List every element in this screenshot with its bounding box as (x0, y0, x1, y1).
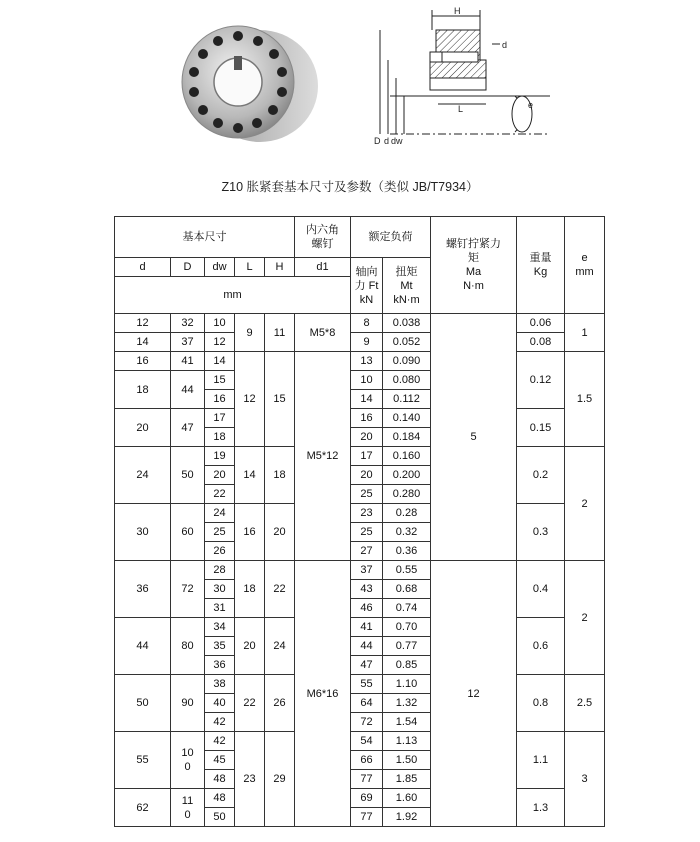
cell-torque: 0.160 (383, 447, 431, 466)
dim-label-e: e (528, 100, 534, 110)
cell-d: 16 (115, 352, 171, 371)
cell-dw: 22 (205, 485, 235, 504)
cell-axial-force: 47 (351, 656, 383, 675)
cell-torque: 0.184 (383, 428, 431, 447)
cell-axial-force: 44 (351, 637, 383, 656)
cell-torque: 1.85 (383, 770, 431, 789)
cell-e: 1 (565, 314, 605, 352)
header-e-title: e (581, 252, 588, 264)
cell-L: 16 (235, 504, 265, 561)
cell-dw: 48 (205, 770, 235, 789)
cell-weight: 0.6 (517, 618, 565, 675)
cell-L: 9 (235, 314, 265, 352)
cell-tighten-torque: 12 (431, 561, 517, 827)
table-row (115, 732, 605, 751)
cell-d: 50 (115, 675, 171, 732)
col-header-dw: dw (205, 258, 235, 277)
cell-d1: M5*12 (295, 352, 351, 561)
cell-torque: 0.85 (383, 656, 431, 675)
cell-torque: 0.77 (383, 637, 431, 656)
header-unit-mm: mm (115, 277, 351, 314)
cell-torque: 0.080 (383, 371, 431, 390)
cell-axial-force: 43 (351, 580, 383, 599)
cell-torque: 0.74 (383, 599, 431, 618)
col-header-axial-force: 轴向 力 Ft kN (351, 258, 383, 314)
cell-axial-force: 25 (351, 485, 383, 504)
cell-dw: 20 (205, 466, 235, 485)
cell-d: 30 (115, 504, 171, 561)
cell-dw: 36 (205, 656, 235, 675)
cell-torque: 0.140 (383, 409, 431, 428)
header-hex-screw: 内六角 螺钉 (295, 217, 351, 258)
cell-torque: 0.038 (383, 314, 431, 333)
cell-axial-force: 37 (351, 561, 383, 580)
cell-torque: 0.112 (383, 390, 431, 409)
cell-weight: 1.1 (517, 732, 565, 789)
cell-weight: 0.15 (517, 409, 565, 447)
cell-torque: 0.70 (383, 618, 431, 637)
cell-torque: 0.68 (383, 580, 431, 599)
cell-H: 11 (265, 314, 295, 352)
cell-dw: 10 (205, 314, 235, 333)
cell-D: 11 0 (171, 789, 205, 827)
cell-dw: 35 (205, 637, 235, 656)
dim-label-D: D (374, 136, 381, 146)
cell-torque: 1.60 (383, 789, 431, 808)
dim-label-d1: d (502, 40, 508, 50)
header-basic-size: 基本尺寸 (115, 217, 295, 258)
cell-D: 41 (171, 352, 205, 371)
dim-label-L: L (458, 104, 464, 114)
cell-d: 18 (115, 371, 171, 409)
cell-torque: 1.13 (383, 732, 431, 751)
cell-dw: 50 (205, 808, 235, 827)
cell-D: 37 (171, 333, 205, 352)
cell-D: 72 (171, 561, 205, 618)
cell-dw: 34 (205, 618, 235, 637)
cell-weight: 0.06 (517, 314, 565, 333)
cell-axial-force: 10 (351, 371, 383, 390)
cell-d: 24 (115, 447, 171, 504)
header-e (565, 217, 605, 314)
header-tighten-unit: Ma N·m (463, 266, 484, 292)
cell-axial-force: 20 (351, 428, 383, 447)
cell-axial-force: 46 (351, 599, 383, 618)
table-row (115, 352, 605, 371)
cell-dw: 19 (205, 447, 235, 466)
cell-dw: 14 (205, 352, 235, 371)
cell-weight: 1.3 (517, 789, 565, 827)
cell-weight: 0.3 (517, 504, 565, 561)
cell-d: 36 (115, 561, 171, 618)
header-weight-unit: Kg (533, 266, 548, 278)
cell-d: 44 (115, 618, 171, 675)
header-tighten-title: 螺钉拧紧力 矩 (446, 238, 501, 264)
col-header-torque: 扭矩 Mt kN·m (383, 258, 431, 314)
cell-d: 20 (115, 409, 171, 447)
cell-weight: 0.4 (517, 561, 565, 618)
header-tighten-torque (431, 217, 517, 314)
cell-H: 18 (265, 447, 295, 504)
header-rated-load: 额定负荷 (351, 217, 431, 258)
table-row (115, 504, 605, 523)
cell-axial-force: 9 (351, 333, 383, 352)
cell-H: 20 (265, 504, 295, 561)
cell-H: 22 (265, 561, 295, 618)
col-header-H: H (265, 258, 295, 277)
cell-dw: 45 (205, 751, 235, 770)
table-row (115, 314, 605, 333)
cell-H: 24 (265, 618, 295, 675)
product-photo (172, 8, 322, 148)
cell-dw: 18 (205, 428, 235, 447)
cell-torque: 0.280 (383, 485, 431, 504)
cell-dw: 40 (205, 694, 235, 713)
table-row (115, 618, 605, 637)
cell-axial-force: 16 (351, 409, 383, 428)
cell-torque: 0.32 (383, 523, 431, 542)
cell-dw: 16 (205, 390, 235, 409)
cell-axial-force: 17 (351, 447, 383, 466)
table-row (115, 561, 605, 580)
spec-table-body (115, 314, 605, 827)
cell-H: 29 (265, 732, 295, 827)
cell-e: 2.5 (565, 675, 605, 732)
cell-H: 15 (265, 352, 295, 447)
cell-axial-force: 77 (351, 770, 383, 789)
cell-L: 12 (235, 352, 265, 447)
cell-dw: 42 (205, 732, 235, 751)
cell-L: 20 (235, 618, 265, 675)
cell-dw: 38 (205, 675, 235, 694)
cell-weight: 0.8 (517, 675, 565, 732)
table-row (115, 409, 605, 428)
dim-label-dw: dw (391, 136, 403, 146)
table-row (115, 675, 605, 694)
cell-L: 23 (235, 732, 265, 827)
header-weight-title: 重量 (529, 252, 552, 264)
cell-weight: 0.12 (517, 352, 565, 409)
table-row (115, 333, 605, 352)
section-drawing (360, 4, 560, 152)
table-row (115, 447, 605, 466)
cell-torque: 1.32 (383, 694, 431, 713)
cell-d: 12 (115, 314, 171, 333)
table-row (115, 789, 605, 808)
cell-D: 50 (171, 447, 205, 504)
cell-D: 47 (171, 409, 205, 447)
cell-d1: M6*16 (295, 561, 351, 827)
cell-torque: 0.052 (383, 333, 431, 352)
cell-axial-force: 77 (351, 808, 383, 827)
cell-dw: 31 (205, 599, 235, 618)
dim-label-d: d (384, 136, 390, 146)
cell-d: 14 (115, 333, 171, 352)
cell-axial-force: 69 (351, 789, 383, 808)
cell-D: 60 (171, 504, 205, 561)
cell-axial-force: 54 (351, 732, 383, 751)
cell-axial-force: 25 (351, 523, 383, 542)
cell-axial-force: 23 (351, 504, 383, 523)
table-caption: Z10 胀紧套基本尺寸及参数（类似 JB/T7934） (221, 180, 479, 194)
cell-axial-force: 13 (351, 352, 383, 371)
cell-dw: 17 (205, 409, 235, 428)
cell-dw: 48 (205, 789, 235, 808)
cell-dw: 26 (205, 542, 235, 561)
cell-axial-force: 66 (351, 751, 383, 770)
cell-dw: 28 (205, 561, 235, 580)
cell-D: 80 (171, 618, 205, 675)
cell-axial-force: 72 (351, 713, 383, 732)
col-header-d1: d1 (295, 258, 351, 277)
cell-weight: 0.08 (517, 333, 565, 352)
cell-axial-force: 64 (351, 694, 383, 713)
cell-dw: 25 (205, 523, 235, 542)
cell-dw: 15 (205, 371, 235, 390)
cell-D: 32 (171, 314, 205, 333)
cell-torque: 1.50 (383, 751, 431, 770)
col-header-D: D (171, 258, 205, 277)
cell-e: 1.5 (565, 352, 605, 447)
cell-axial-force: 55 (351, 675, 383, 694)
cell-dw: 24 (205, 504, 235, 523)
cell-D: 44 (171, 371, 205, 409)
cell-d: 55 (115, 732, 171, 789)
cell-torque: 0.090 (383, 352, 431, 371)
cell-L: 14 (235, 447, 265, 504)
cell-axial-force: 20 (351, 466, 383, 485)
cell-torque: 1.92 (383, 808, 431, 827)
cell-torque: 0.55 (383, 561, 431, 580)
dim-label-H: H (454, 6, 461, 16)
cell-torque: 1.10 (383, 675, 431, 694)
col-header-d: d (115, 258, 171, 277)
cell-e: 3 (565, 732, 605, 827)
cell-axial-force: 14 (351, 390, 383, 409)
cell-axial-force: 8 (351, 314, 383, 333)
cell-dw: 42 (205, 713, 235, 732)
cell-D: 10 0 (171, 732, 205, 789)
cell-L: 22 (235, 675, 265, 732)
cell-d1: M5*8 (295, 314, 351, 352)
cell-d: 62 (115, 789, 171, 827)
cell-e: 2 (565, 561, 605, 675)
cell-D: 90 (171, 675, 205, 732)
cell-axial-force: 41 (351, 618, 383, 637)
cell-torque: 0.200 (383, 466, 431, 485)
cell-torque: 0.28 (383, 504, 431, 523)
cell-torque: 0.36 (383, 542, 431, 561)
cell-L: 18 (235, 561, 265, 618)
cell-torque: 1.54 (383, 713, 431, 732)
cell-dw: 30 (205, 580, 235, 599)
header-weight (517, 217, 565, 314)
cell-axial-force: 27 (351, 542, 383, 561)
header-e-unit: mm (575, 266, 594, 278)
cell-H: 26 (265, 675, 295, 732)
cell-e: 2 (565, 447, 605, 561)
col-header-L: L (235, 258, 265, 277)
cell-dw: 12 (205, 333, 235, 352)
spec-table (114, 216, 605, 827)
cell-tighten-torque: 5 (431, 314, 517, 561)
cell-weight: 0.2 (517, 447, 565, 504)
